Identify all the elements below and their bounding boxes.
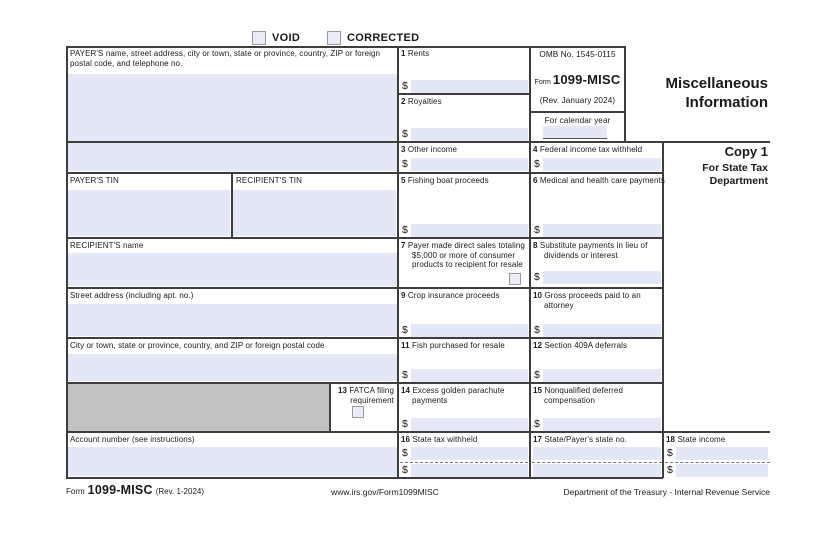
dollar-sign: $	[402, 80, 408, 92]
corrected-checkbox[interactable]	[327, 31, 341, 45]
calendar-year-input[interactable]	[543, 126, 607, 139]
street-address-label: Street address (including apt. no.)	[70, 291, 194, 300]
box9-amount-field[interactable]	[411, 324, 528, 337]
box16-amount-1	[402, 447, 528, 460]
box14-amount	[402, 418, 528, 431]
dollar-sign: $	[402, 128, 408, 140]
divider	[66, 46, 68, 478]
box3-label: 3 Other income	[401, 145, 458, 154]
box16-amount-field-1[interactable]	[411, 447, 528, 460]
dollar-sign: $	[534, 158, 540, 170]
payer-tin-label: PAYER'S TIN	[70, 176, 119, 185]
form-number: 1099-MISC	[552, 72, 621, 87]
box5-amount-field[interactable]	[411, 224, 528, 237]
footer-form-word: Form	[66, 487, 85, 496]
dollar-sign: $	[402, 447, 408, 459]
box17-state-no-field-2[interactable]	[533, 464, 661, 477]
account-number-label: Account number (see instructions)	[70, 435, 195, 444]
box7-label: 7 Payer made direct sales totaling $5,000 or more of consumer products to recipient for resale	[401, 241, 525, 269]
box18-amount-1	[667, 447, 768, 460]
dollar-sign: $	[402, 158, 408, 170]
box3-amount	[402, 158, 528, 171]
box6-amount-field[interactable]	[543, 224, 661, 237]
box4-amount-field[interactable]	[543, 158, 661, 171]
city-state-zip-input[interactable]	[68, 354, 397, 381]
account-number-input[interactable]	[68, 447, 397, 476]
divider	[231, 173, 233, 238]
box15-amount-field[interactable]	[543, 418, 661, 431]
divider	[329, 383, 331, 432]
dollar-sign: $	[402, 464, 408, 476]
recipient-name-input[interactable]	[68, 253, 397, 286]
box13-label: 13 FATCA filing requirement	[337, 386, 394, 405]
dollar-sign: $	[402, 224, 408, 236]
payer-tin-input[interactable]	[68, 190, 230, 236]
box15-amount	[534, 418, 661, 431]
box16-label: 16 State tax withheld	[401, 435, 478, 444]
box8-amount	[534, 271, 661, 284]
divider	[400, 462, 528, 463]
box18-amount-2	[667, 464, 768, 477]
box14-label: 14 Excess golden parachute payments	[401, 386, 505, 405]
shaded-area	[68, 384, 329, 431]
box4-label: 4 Federal income tax withheld	[533, 145, 643, 154]
form-title: Miscellaneous Information	[665, 75, 768, 111]
box5-amount	[402, 224, 528, 237]
box8-label: 8 Substitute payments in lieu of dividends or interest	[533, 241, 648, 260]
box4-amount	[534, 158, 661, 171]
dollar-sign: $	[534, 271, 540, 283]
divider	[66, 431, 770, 433]
copy-sublabel: For State Tax Department	[702, 162, 768, 187]
box6-label: 6 Medical and health care payments	[533, 176, 665, 185]
recipient-tin-label: RECIPIENT'S TIN	[236, 176, 302, 185]
void-label: VOID	[272, 32, 301, 44]
divider	[66, 237, 663, 239]
footer-form-number: 1099-MISC	[87, 483, 153, 497]
recipient-name-label: RECIPIENT'S name	[70, 241, 144, 250]
box9-label: 9 Crop insurance proceeds	[401, 291, 500, 300]
box8-amount-field[interactable]	[543, 271, 661, 284]
divider	[66, 46, 625, 48]
footer-form-id	[66, 483, 204, 497]
box2-label: 2 Royalties	[401, 97, 442, 106]
box12-amount	[534, 369, 661, 382]
payer-info-input[interactable]	[68, 74, 397, 171]
street-address-input[interactable]	[68, 304, 397, 336]
box5-label: 5 Fishing boat proceeds	[401, 176, 489, 185]
box12-label: 12 Section 409A deferrals	[533, 341, 628, 350]
divider	[66, 172, 663, 174]
box18-amount-field-1[interactable]	[676, 447, 768, 460]
box1-label: 1 Rents	[401, 49, 430, 58]
box2-amount	[402, 128, 528, 141]
box11-label: 11 Fish purchased for resale	[401, 341, 505, 350]
box3-amount-field[interactable]	[411, 158, 528, 171]
box18-amount-field-2[interactable]	[676, 464, 768, 477]
calendar-year-label: For calendar year	[544, 116, 611, 125]
recipient-tin-input[interactable]	[233, 190, 396, 236]
box6-amount	[534, 224, 661, 237]
divider	[66, 337, 663, 339]
divider	[665, 462, 770, 463]
box1-amount	[402, 80, 528, 93]
copy-label: Copy 1	[724, 144, 768, 159]
dollar-sign: $	[402, 418, 408, 430]
divider	[397, 46, 399, 478]
payer-info-label: PAYER'S name, street address, city or town, state or province, country, ZIP or foreign postal code, and telephone no.	[70, 49, 381, 68]
box13-fatca-checkbox[interactable]	[352, 406, 364, 418]
box10-amount-field[interactable]	[543, 324, 661, 337]
dollar-sign: $	[534, 418, 540, 430]
box7-direct-sales-checkbox[interactable]	[509, 273, 521, 285]
footer-revision: (Rev. 1-2024)	[155, 487, 205, 496]
box1-amount-field[interactable]	[411, 80, 528, 93]
box17-state-no-field-1[interactable]	[533, 447, 661, 460]
box9-amount	[402, 324, 528, 337]
footer-department: Department of the Treasury - Internal Revenue Service	[563, 487, 770, 497]
city-state-zip-label: City or town, state or province, country, and ZIP or foreign postal code	[70, 341, 325, 350]
form-revision: (Rev. January 2024)	[539, 96, 616, 105]
box11-amount	[402, 369, 528, 382]
divider	[66, 287, 663, 289]
box16-amount-field-2[interactable]	[411, 464, 528, 477]
box2-amount-field[interactable]	[411, 128, 528, 141]
box14-amount-field[interactable]	[411, 418, 528, 431]
box15-label: 15 Nonqualified deferred compensation	[533, 386, 624, 405]
box17-label: 17 State/Payer's state no.	[533, 435, 627, 444]
dollar-sign: $	[667, 464, 673, 476]
box12-amount-field[interactable]	[543, 369, 661, 382]
box10-label: 10 Gross proceeds paid to an attorney	[533, 291, 641, 310]
dollar-sign: $	[402, 369, 408, 381]
divider	[398, 93, 530, 95]
dollar-sign: $	[534, 224, 540, 236]
form-word: Form	[534, 79, 551, 86]
void-checkbox[interactable]	[252, 31, 266, 45]
box18-label: 18 State income	[666, 435, 726, 444]
divider	[662, 142, 664, 478]
divider	[532, 462, 662, 463]
divider	[66, 477, 663, 479]
footer-url: www.irs.gov/Form1099MISC	[331, 487, 439, 497]
box16-amount-2	[402, 464, 528, 477]
box10-amount	[534, 324, 661, 337]
omb-number: OMB No. 1545-0115	[539, 50, 616, 59]
dollar-sign: $	[667, 447, 673, 459]
divider	[66, 141, 770, 143]
dollar-sign: $	[534, 369, 540, 381]
dollar-sign: $	[402, 324, 408, 336]
box11-amount-field[interactable]	[411, 369, 528, 382]
corrected-label: CORRECTED	[347, 32, 420, 44]
divider	[66, 382, 663, 384]
dollar-sign: $	[534, 324, 540, 336]
